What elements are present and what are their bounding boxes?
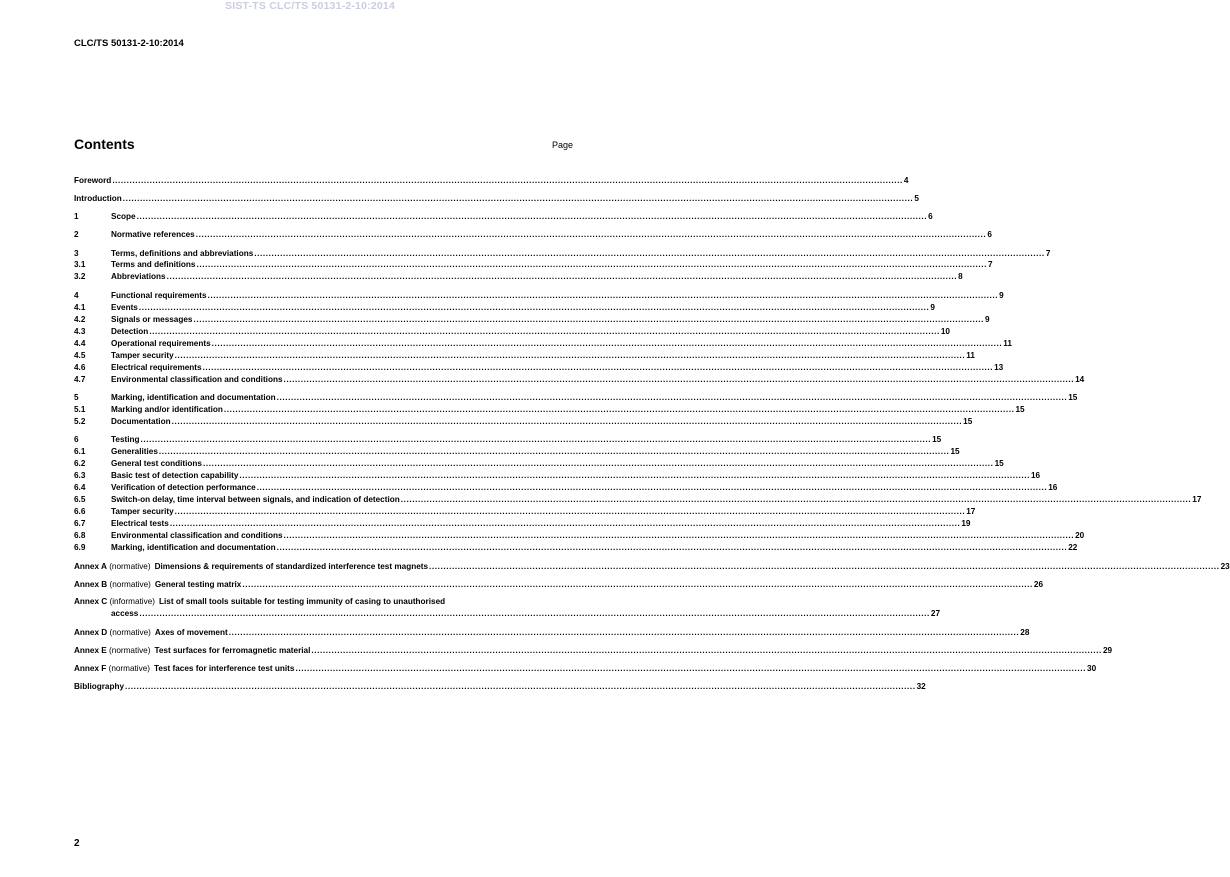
- toc-entry-number: 6.1: [74, 447, 86, 456]
- annex-title: General testing matrix: [154, 580, 242, 589]
- toc-entry-number: 6.3: [74, 471, 86, 480]
- toc-entry[interactable]: [74, 211, 933, 222]
- toc-entry[interactable]: [74, 362, 1004, 373]
- toc-entry-number: 4.5: [74, 351, 86, 360]
- page-column-label: Page: [552, 140, 574, 150]
- toc-entry-title: Marking, identification and documentation: [111, 543, 276, 552]
- toc-entry-title: Scope: [111, 212, 136, 221]
- toc-entry-title: Tamper security: [111, 507, 174, 516]
- page-title: Contents: [74, 136, 135, 152]
- toc-entry-title: Events: [111, 303, 138, 312]
- page-number: 2: [74, 838, 80, 849]
- toc-entry[interactable]: [74, 374, 1085, 385]
- watermark: SIST-TS CLC/TS 50131-2-10:2014: [225, 0, 395, 12]
- toc-entry[interactable]: [74, 350, 975, 361]
- toc-annex-f[interactable]: [74, 663, 1097, 674]
- toc-entry[interactable]: [74, 434, 942, 445]
- toc-entry[interactable]: [74, 416, 973, 427]
- toc-entry[interactable]: [74, 446, 960, 457]
- toc-entry-number: 5.1: [74, 405, 86, 414]
- toc-entry-title: Terms, definitions and abbreviations: [111, 249, 254, 258]
- toc-entry-page: 6: [987, 230, 992, 239]
- toc-entry-page: 7: [988, 260, 993, 269]
- toc-entry-title: Signals or messages: [111, 315, 193, 324]
- toc-entry-number: 4.2: [74, 315, 86, 324]
- toc-entry-page: 22: [1068, 543, 1078, 552]
- toc-entry-page: 27: [930, 609, 940, 618]
- toc-entry-page: 19: [961, 519, 971, 528]
- annex-title: Test surfaces for ferromagnetic material: [154, 646, 311, 655]
- toc-entry[interactable]: [74, 470, 1041, 481]
- annex-type: (normative): [109, 646, 151, 655]
- toc-entry-page: 14: [1075, 375, 1085, 384]
- toc-entry-title: Bibliography: [74, 682, 125, 691]
- toc-entry-introduction[interactable]: [74, 193, 919, 204]
- toc-entry-number: 4: [74, 291, 79, 300]
- toc-entry-page: 15: [963, 417, 973, 426]
- toc-entry-title: General test conditions: [111, 459, 202, 468]
- toc-entry[interactable]: [74, 314, 990, 325]
- toc-entry-page: 29: [1102, 646, 1113, 655]
- toc-entry-page: 17: [966, 507, 976, 516]
- toc-entry-page: 30: [1087, 664, 1097, 673]
- toc-entry[interactable]: [74, 229, 992, 240]
- toc-entry-foreword[interactable]: [74, 175, 909, 186]
- toc-entry-page: 16: [1048, 483, 1058, 492]
- toc-entry[interactable]: [74, 392, 1078, 403]
- toc-entry-number: 6.2: [74, 459, 86, 468]
- annex-type: (normative): [109, 562, 151, 571]
- toc-entry-title: Electrical requirements: [111, 363, 202, 372]
- toc-entry[interactable]: [74, 302, 935, 313]
- toc-entry-title: Foreword: [74, 176, 112, 185]
- toc-entry-page: 32: [916, 682, 926, 691]
- toc-entry-page: 5: [914, 194, 919, 203]
- toc-annex-a[interactable]: [74, 561, 1230, 572]
- toc-entry-title: Detection: [111, 327, 149, 336]
- toc-entry-page: 23: [1220, 562, 1230, 571]
- toc-entry-title: Operational requirements: [111, 339, 211, 348]
- toc-entry-number: 2: [74, 230, 79, 239]
- toc-entry-page: 13: [994, 363, 1004, 372]
- annex-label: Annex C: [74, 597, 108, 606]
- toc-entry-number: 4.3: [74, 327, 86, 336]
- toc-entry-page: 10: [940, 327, 950, 336]
- toc-entry-page: 9: [930, 303, 935, 312]
- annex-label: Annex A: [74, 562, 107, 571]
- toc-entry-title: Marking, identification and documentation: [111, 393, 276, 402]
- toc-entry[interactable]: [74, 542, 1078, 553]
- toc-entry-page: 11: [1003, 339, 1012, 348]
- toc-entry-title: Tamper security: [111, 351, 174, 360]
- toc-entry-number: 4.6: [74, 363, 86, 372]
- toc-entry-page: 15: [994, 459, 1004, 468]
- toc-entry-title: Verification of detection performance: [111, 483, 256, 492]
- toc-entry-page: 28: [1020, 628, 1030, 637]
- toc-entry-number: 3.1: [74, 260, 86, 269]
- annex-title: List of small tools suitable for testing immunity of casing to unauthorised: [159, 597, 446, 606]
- document-id: CLC/TS 50131-2-10:2014: [74, 38, 184, 49]
- toc-entry-title: Introduction: [74, 194, 122, 203]
- toc-entry-page: 15: [932, 435, 942, 444]
- annex-label: Annex E: [74, 646, 107, 655]
- toc-entry-page: 6: [928, 212, 933, 221]
- toc-entry-page: 16: [1030, 471, 1041, 480]
- annex-type: (informative): [109, 597, 155, 606]
- toc-entry[interactable]: [74, 482, 1058, 493]
- toc-annex-b[interactable]: [74, 579, 1044, 590]
- toc-entry[interactable]: [74, 259, 993, 270]
- toc-entry[interactable]: [74, 530, 1085, 541]
- toc-entry-title: Environmental classification and conditions: [111, 531, 283, 540]
- toc-entry[interactable]: [74, 506, 976, 517]
- toc-entry-title: Basic test of detection capability: [111, 471, 239, 480]
- toc-entry-number: 4.1: [74, 303, 86, 312]
- annex-title: Test faces for interference test units: [154, 664, 295, 673]
- annex-label: Annex B: [74, 580, 108, 589]
- toc-entry-number: 6.7: [74, 519, 86, 528]
- annex-label: Annex F: [74, 664, 107, 673]
- toc-entry-number: 5: [74, 393, 79, 402]
- toc-entry-title: Functional requirements: [111, 291, 207, 300]
- toc-annex-e[interactable]: [74, 645, 1113, 656]
- toc-entry[interactable]: [74, 248, 1051, 259]
- toc-entry-title: Electrical tests: [111, 519, 169, 528]
- toc-entry-number: 1: [74, 212, 79, 221]
- annex-title: Axes of movement: [154, 628, 228, 637]
- toc-entry-title: Marking and/or identification: [111, 405, 223, 414]
- toc-entry-page: 15: [1068, 393, 1078, 402]
- toc-entry[interactable]: [74, 494, 1202, 505]
- toc-entry[interactable]: [74, 518, 971, 529]
- toc-entry-title: Environmental classification and conditions: [111, 375, 283, 384]
- toc-entry-page: 9: [985, 315, 990, 324]
- toc-annex-c[interactable]: [74, 597, 582, 607]
- toc-entry-number: 4.7: [74, 375, 86, 384]
- toc-entry-title: Documentation: [111, 417, 171, 426]
- toc-entry-number: 4.4: [74, 339, 86, 348]
- toc-entry-title: Generalities: [111, 447, 158, 456]
- toc-entry-page: 17: [1192, 495, 1202, 504]
- toc-entry[interactable]: [74, 326, 950, 337]
- annex-type: (normative): [108, 664, 150, 673]
- toc-entry-number: 6.9: [74, 543, 86, 552]
- toc-entry-title: Normative references: [111, 230, 195, 239]
- toc-entry-page: 20: [1075, 531, 1085, 540]
- toc-entry-page: 26: [1033, 580, 1044, 589]
- toc-entry-number: 6.8: [74, 531, 86, 540]
- toc-entry-title: Testing: [111, 435, 140, 444]
- annex-type: (normative): [109, 580, 151, 589]
- toc-entry-number: 6: [74, 435, 79, 444]
- toc-entry-page: 15: [1015, 405, 1025, 414]
- annex-title: Dimensions & requirements of standardized interference test magnets: [154, 562, 429, 571]
- toc-entry[interactable]: [74, 271, 963, 282]
- toc-entry-page: 7: [1045, 249, 1051, 258]
- toc-annex-c-continued[interactable]: [74, 608, 940, 619]
- toc-entry[interactable]: [74, 458, 1004, 469]
- annex-title-continued: access: [111, 609, 139, 618]
- toc-annex-d[interactable]: [74, 627, 1030, 638]
- toc-entry-number: 6.6: [74, 507, 86, 516]
- toc-entry-page: 11: [966, 351, 975, 360]
- toc-entry-number: 3.2: [74, 272, 86, 281]
- toc-entry[interactable]: [74, 290, 1004, 301]
- toc-entry-page: 4: [903, 176, 909, 185]
- toc-entry-bibliography[interactable]: [74, 681, 926, 692]
- toc-entry[interactable]: [74, 404, 1025, 415]
- toc-entry-number: 6.4: [74, 483, 86, 492]
- toc-entry-page: 15: [950, 447, 960, 456]
- toc-entry-title: Abbreviations: [111, 272, 166, 281]
- toc-entry-title: Terms and definitions: [111, 260, 196, 269]
- toc-entry-number: 3: [74, 249, 79, 258]
- annex-label: Annex D: [74, 628, 108, 637]
- toc-entry-title: Switch-on delay, time interval between signals, and indication of detection: [111, 495, 400, 504]
- toc-entry-number: 6.5: [74, 495, 86, 504]
- annex-type: (normative): [109, 628, 151, 637]
- toc-entry-page: 9: [999, 291, 1004, 300]
- toc-entry-number: 5.2: [74, 417, 86, 426]
- toc-entry[interactable]: [74, 338, 1012, 349]
- toc-entry-page: 8: [958, 272, 963, 281]
